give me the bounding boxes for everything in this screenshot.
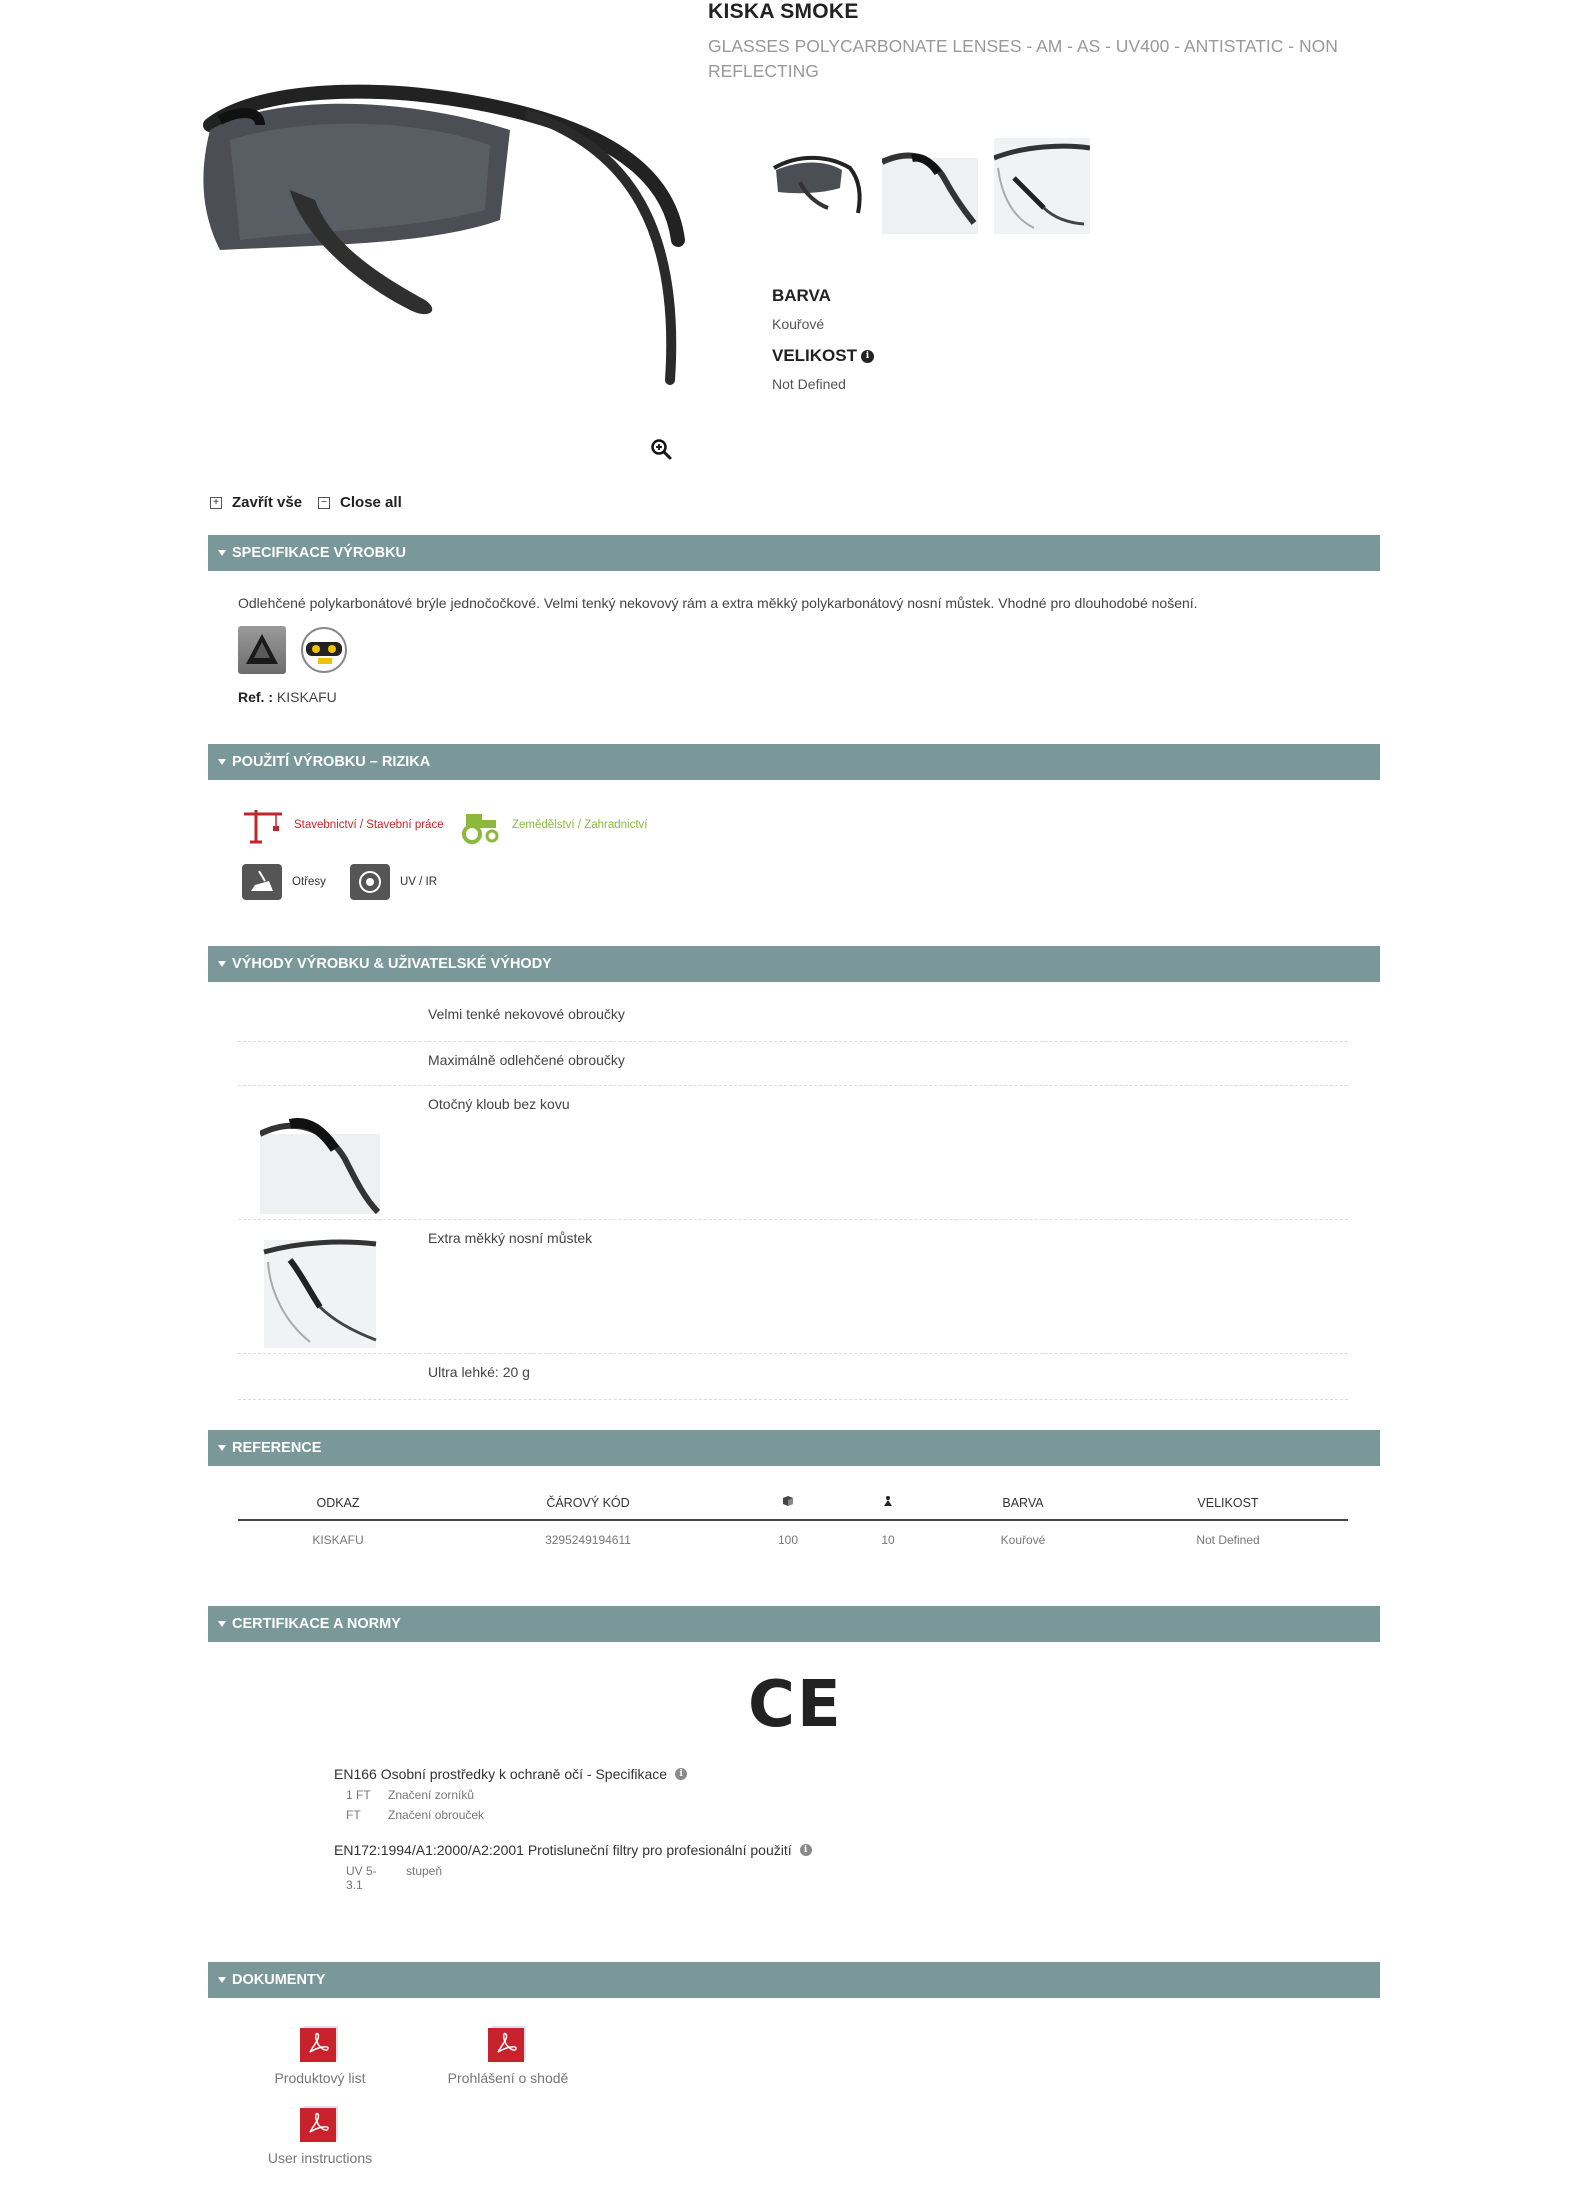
ref-label: Ref. :	[238, 689, 273, 705]
uv-icon	[350, 864, 390, 900]
document-declaration[interactable]	[428, 2024, 588, 2086]
table-cell: KISKAFU	[312, 1532, 364, 1547]
section-title: CERTIFIKACE A NORMY	[232, 1616, 401, 1632]
reference-table	[238, 1486, 1348, 1558]
table-cell: Kouřové	[1000, 1532, 1046, 1547]
benefit-row	[238, 1354, 1348, 1400]
product-title: KISKA SMOKE	[708, 0, 859, 23]
section-title: VÝHODY VÝROBKU & UŽIVATELSKÉ VÝHODY	[232, 956, 552, 972]
caret-down-icon	[218, 1621, 226, 1627]
table-header-row	[238, 1486, 1348, 1520]
table-row	[238, 1520, 1348, 1558]
color-value: Kouřové	[772, 316, 825, 332]
section-header-specification[interactable]	[208, 535, 1380, 571]
document-user-instructions[interactable]	[240, 2104, 400, 2166]
box-icon	[782, 1495, 794, 1507]
column-header-carton	[838, 1486, 938, 1520]
impact-icon	[242, 864, 282, 900]
table-cell: 10	[881, 1532, 895, 1547]
sector-label: Zemědělství / Zahradnictví	[512, 819, 648, 831]
pdf-icon	[298, 2104, 342, 2144]
info-icon[interactable]: i	[861, 350, 874, 363]
info-icon[interactable]: i	[800, 1844, 812, 1856]
table-cell: 3295249194611	[545, 1532, 631, 1547]
column-header-box	[738, 1486, 838, 1520]
section-header-certification[interactable]	[208, 1606, 1380, 1642]
goggles-badge-icon	[298, 626, 350, 674]
expand-collapse-bar	[210, 494, 402, 511]
section-header-reference[interactable]	[208, 1430, 1380, 1466]
norm-detail-row: 1 FT Značení zorníků	[346, 1788, 475, 1802]
size-value: Not Defined	[772, 376, 846, 392]
benefit-text: Extra měkký nosní můstek	[428, 1230, 593, 1246]
norm-en166	[334, 1766, 687, 1822]
risk-impact	[242, 864, 326, 900]
open-all-link[interactable]: Zavřít vše	[232, 494, 303, 511]
risk-label: Otřesy	[292, 876, 326, 888]
benefit-row	[238, 1086, 1348, 1220]
section-title: SPECIFIKACE VÝROBKU	[232, 545, 407, 561]
caret-down-icon	[218, 550, 226, 556]
delta-logo-icon	[238, 626, 286, 674]
thumbnail-1[interactable]	[770, 138, 866, 234]
norm-detail-row: FT Značení obrouček	[346, 1808, 485, 1822]
pdf-icon	[298, 2024, 342, 2064]
minus-box-icon[interactable]: −	[318, 497, 330, 509]
table-cell: Not Defined	[1196, 1532, 1260, 1547]
close-all-link[interactable]: Close all	[340, 494, 402, 511]
benefit-text: Otočný kloub bez kovu	[428, 1096, 570, 1112]
sector-construction	[242, 806, 444, 844]
benefit-row	[238, 996, 1348, 1042]
plus-box-icon[interactable]: +	[210, 497, 222, 509]
norm-title: EN172:1994/A1:2000/A2:2001 Protisluneční filtry pro profesionální použití	[334, 1842, 792, 1858]
risk-label: UV / IR	[400, 876, 438, 888]
info-icon[interactable]: i	[675, 1768, 687, 1780]
tractor-icon	[458, 806, 502, 844]
pdf-icon	[486, 2024, 530, 2064]
ref-value: KISKAFU	[276, 689, 337, 705]
column-header-ref: ODKAZ	[238, 1486, 438, 1520]
benefit-image-nosepad	[260, 1232, 380, 1348]
benefit-text: Ultra lehké: 20 g	[428, 1364, 530, 1380]
benefit-image-hinge	[260, 1104, 380, 1214]
norm-detail-row: UV 5-3.1 stupeň	[346, 1864, 443, 1892]
norm-title: EN166 Osobní prostředky k ochraně očí - Specifikace	[334, 1766, 668, 1782]
section-header-benefits[interactable]	[208, 946, 1380, 982]
zoom-icon[interactable]	[650, 438, 672, 460]
crane-icon	[242, 806, 284, 844]
section-title: DOKUMENTY	[232, 1972, 326, 1988]
size-label: VELIKOST	[772, 346, 858, 365]
benefit-text: Velmi tenké nekovové obroučky	[428, 1006, 625, 1022]
sector-label: Stavebnictví / Stavební práce	[294, 819, 444, 831]
ce-mark: CE	[748, 1668, 843, 1742]
product-subtitle: GLASSES POLYCARBONATE LENSES - AM - AS - UV400 - ANTISTATIC - NON REFLECTING	[708, 36, 1338, 81]
caret-down-icon	[218, 961, 226, 967]
product-description: Odlehčené polykarbonátové brýle jednočočkové. Velmi tenký nekovový rám a extra měkký polykarbonátový nosní můstek. Vhodné pro dlouhodobé nošení.	[238, 595, 1198, 611]
section-title: REFERENCE	[232, 1440, 322, 1456]
thumbnail-2[interactable]	[882, 138, 978, 234]
column-header-size: VELIKOST	[1108, 1486, 1348, 1520]
benefit-text: Maximálně odlehčené obroučky	[428, 1052, 625, 1068]
benefit-row	[238, 1220, 1348, 1354]
document-label[interactable]: User instructions	[267, 2150, 373, 2166]
column-header-color: BARVA	[938, 1486, 1108, 1520]
color-label: BARVA	[772, 286, 831, 305]
caret-down-icon	[218, 759, 226, 765]
norm-en172	[334, 1842, 812, 1892]
section-header-documents[interactable]	[208, 1962, 1380, 1998]
thumbnail-3[interactable]	[994, 138, 1090, 234]
size-label-wrap	[772, 346, 874, 366]
person-stack-icon	[882, 1495, 894, 1507]
caret-down-icon	[218, 1445, 226, 1451]
sector-agriculture	[458, 806, 648, 844]
section-title: POUŽITÍ VÝROBKU – RIZIKA	[232, 754, 431, 770]
document-label[interactable]: Prohlášení o shodě	[447, 2070, 569, 2086]
risk-uv	[350, 864, 437, 900]
product-main-image[interactable]	[200, 70, 690, 400]
table-cell: 100	[777, 1532, 799, 1547]
benefit-row	[238, 1042, 1348, 1086]
document-product-sheet[interactable]	[240, 2024, 400, 2086]
caret-down-icon	[218, 1977, 226, 1983]
reference-line	[238, 689, 337, 705]
column-header-barcode: ČÁROVÝ KÓD	[438, 1486, 738, 1520]
document-label[interactable]: Produktový list	[274, 2070, 366, 2086]
section-header-usage[interactable]	[208, 744, 1380, 780]
